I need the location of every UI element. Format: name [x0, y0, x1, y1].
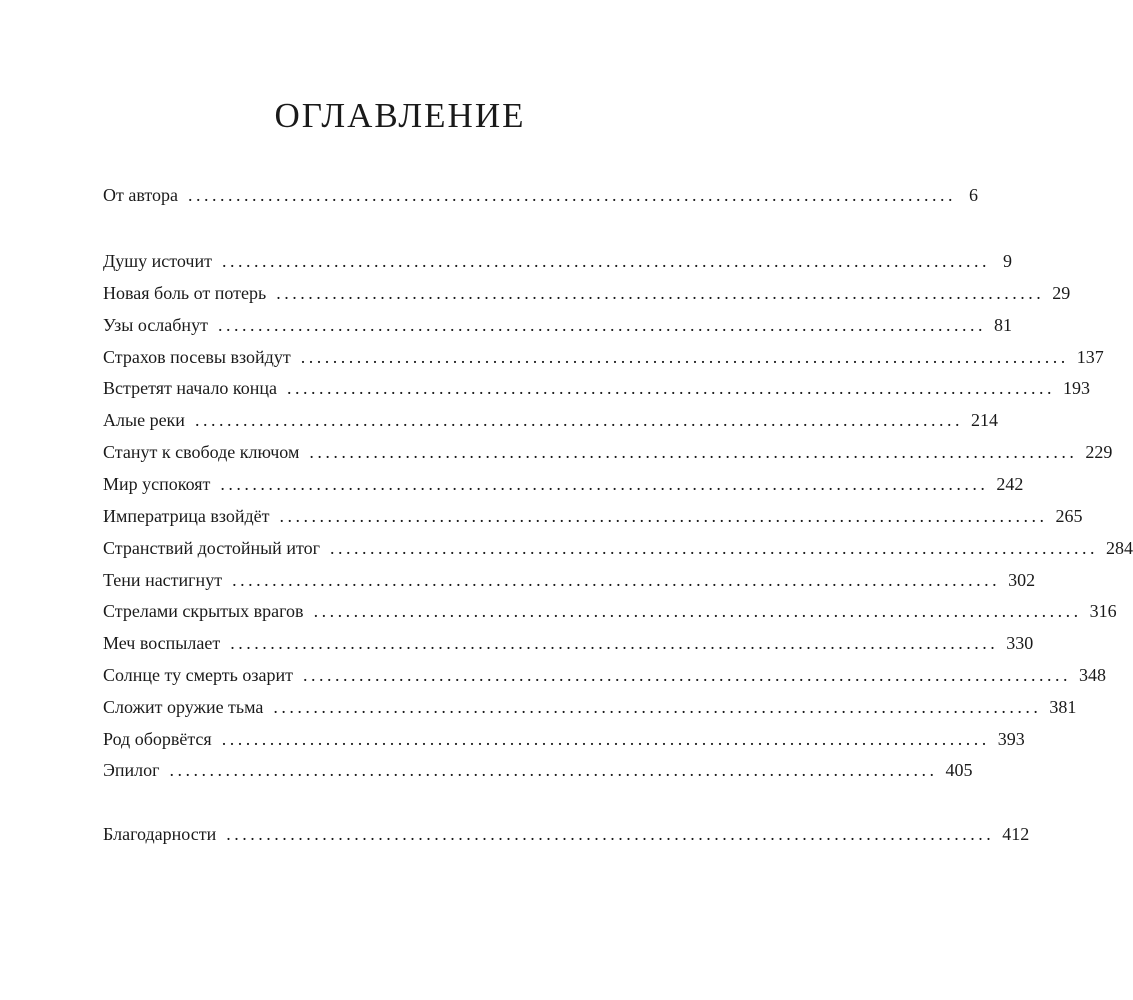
toc-entry: [103, 821, 1030, 847]
toc-entry: [103, 662, 1106, 688]
toc-entry-title: Странствий достойный итог: [103, 538, 320, 558]
toc-page-number: 9: [1002, 251, 1012, 271]
toc-entry: [103, 375, 1091, 401]
toc-leader-dots: ................................................................................................: [230, 633, 999, 653]
toc-page-number: 348: [1078, 665, 1106, 685]
toc-page-number: 393: [997, 729, 1025, 749]
toc-page-number: 193: [1063, 378, 1091, 398]
toc-leader-dots: ................................................................................................: [276, 283, 1045, 303]
toc-page-number: 265: [1055, 506, 1083, 526]
toc-page-number: 381: [1049, 697, 1077, 717]
toc-entry-title: Тени настигнут: [103, 570, 223, 590]
toc-entry: [103, 439, 1113, 465]
toc-entry: [103, 344, 1104, 370]
toc-leader-dots: ................................................................................................: [217, 315, 986, 335]
toc-entry: [103, 407, 998, 433]
toc-entry-title: Душу источит: [103, 251, 212, 271]
toc-leader-dots: ................................................................................................: [221, 729, 990, 749]
toc-entry: [103, 182, 979, 208]
toc-entry-title: Мир успокоят: [103, 474, 211, 494]
toc-entry: [103, 567, 1036, 593]
toc-entry-title: Солнце ту смерть озарит: [103, 665, 293, 685]
toc-entry-title: Новая боль от потерь: [103, 283, 267, 303]
toc-page-number: 316: [1089, 601, 1117, 621]
toc-entry: [103, 535, 1133, 561]
toc-page-number: 137: [1076, 347, 1104, 367]
toc-entry: [103, 471, 1024, 497]
toc-leader-dots: ................................................................................................: [226, 824, 995, 844]
toc-leader-dots: ................................................................................................: [188, 185, 957, 205]
toc-entry: [103, 694, 1077, 720]
toc-page-number: 81: [993, 315, 1012, 335]
page-title: ОГЛАВЛЕНИЕ: [274, 96, 526, 135]
toc-entry: [103, 598, 1117, 624]
toc-entry-title: Род оборвётся: [103, 729, 212, 749]
toc-entry: [103, 312, 1012, 338]
toc-leader-dots: ................................................................................................: [309, 442, 1078, 462]
toc-entry-title: Станут к свободе ключом: [103, 442, 300, 462]
toc-entry-title: Императрица взойдёт: [103, 506, 270, 526]
toc-page-number: 284: [1105, 538, 1133, 558]
toc-entry-title: Встретят начало конца: [103, 378, 278, 398]
toc-leader-dots: ................................................................................................: [194, 410, 963, 430]
toc-leader-dots: ................................................................................................: [302, 665, 1071, 685]
toc-page-number: 330: [1006, 633, 1034, 653]
toc-leader-dots: ................................................................................................: [221, 251, 990, 271]
toc-entry-title: Благодарности: [103, 824, 217, 844]
toc-entry: [103, 280, 1071, 306]
toc-page-number: 242: [996, 474, 1024, 494]
toc-leader-dots: ................................................................................................: [300, 347, 1069, 367]
toc-page-number: 405: [945, 760, 973, 780]
toc-page-number: 229: [1085, 442, 1113, 462]
toc-entry-title: Меч воспылает: [103, 633, 221, 653]
toc-entry-title: Стрелами скрытых врагов: [103, 601, 304, 621]
toc-leader-dots: ................................................................................................: [329, 538, 1098, 558]
toc-entry: [103, 757, 973, 783]
toc-page-number: 302: [1008, 570, 1036, 590]
toc-leader-dots: ................................................................................................: [273, 697, 1042, 717]
toc-entry: [103, 726, 1025, 752]
toc-entry: [103, 248, 1012, 274]
toc-leader-dots: ................................................................................................: [220, 474, 989, 494]
toc-leader-dots: ................................................................................................: [313, 601, 1082, 621]
toc-page-number: 29: [1052, 283, 1071, 303]
toc-page-number: 412: [1002, 824, 1030, 844]
toc-leader-dots: ................................................................................................: [279, 506, 1048, 526]
toc-entry: [103, 630, 1034, 656]
toc-entry-title: Эпилог: [103, 760, 160, 780]
toc-entry-title: Сложит оружие тьма: [103, 697, 264, 717]
toc-entry: [103, 503, 1083, 529]
toc-entry-title: Страхов посевы взойдут: [103, 347, 291, 367]
toc-leader-dots: ................................................................................................: [169, 760, 938, 780]
toc-page-number: 6: [969, 185, 979, 205]
toc-entry-title: Узы ослабнут: [103, 315, 208, 335]
toc-leader-dots: ................................................................................................: [232, 570, 1001, 590]
toc-page-number: 214: [970, 410, 998, 430]
toc-entry-title: От автора: [103, 185, 179, 205]
toc-leader-dots: ................................................................................................: [287, 378, 1056, 398]
toc-entry-title: Алые реки: [103, 410, 185, 430]
